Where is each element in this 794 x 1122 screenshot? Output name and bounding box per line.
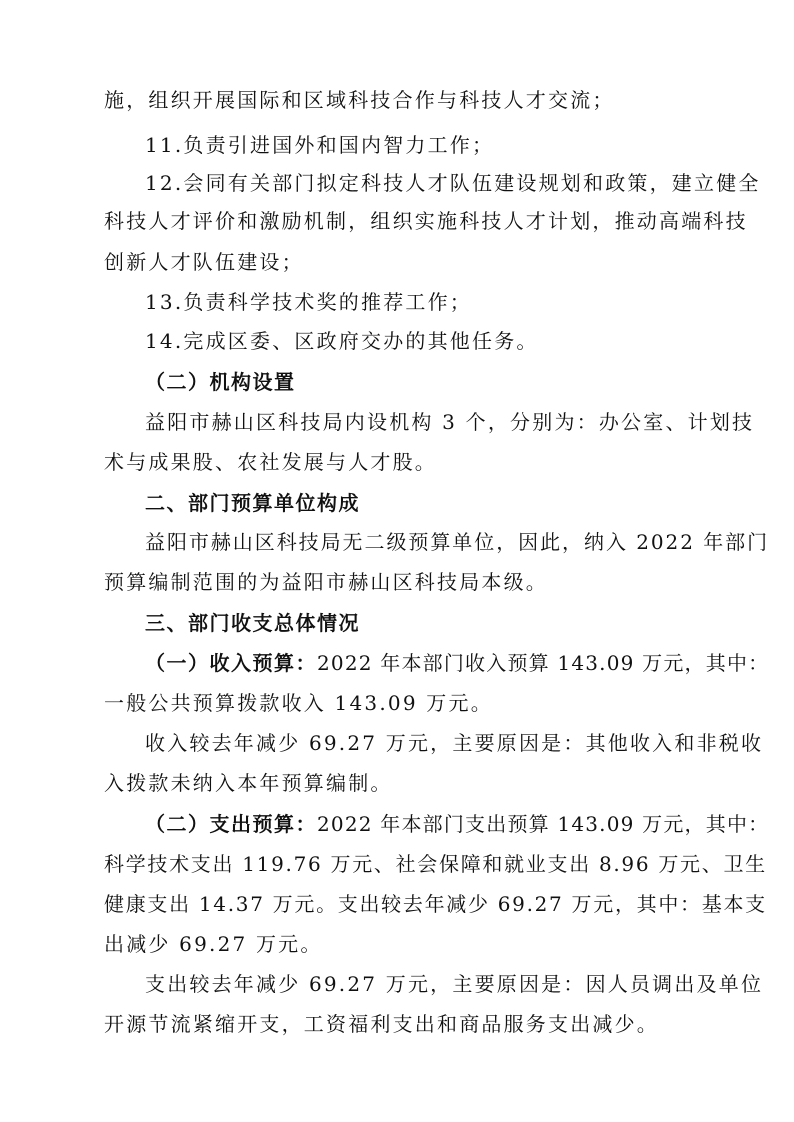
- section-heading-budget-units: 二、部门预算单位构成: [145, 491, 360, 515]
- paragraph-line: 预算编制范围的为益阳市赫山区科技局本级。: [104, 570, 548, 594]
- list-item-11: 11.负责引进国外和国内智力工作；: [145, 133, 495, 157]
- paragraph-line: 科学技术支出 119.76 万元、社会保障和就业支出 8.96 万元、卫生: [104, 852, 767, 876]
- paragraph-line-expenditure: [145, 810, 769, 838]
- paragraph-line: 益阳市赫山区科技局无二级预算单位，因此，纳入 2022 年部门: [145, 530, 770, 554]
- income-budget-text: 2022 年本部门收入预算 143.09 万元，其中：: [317, 651, 770, 675]
- expenditure-budget-text: 2022 年本部门支出预算 143.09 万元，其中：: [317, 812, 770, 836]
- paragraph-line: 施，组织开展国际和区域科技合作与科技人才交流；: [104, 88, 615, 112]
- paragraph-line: 健康支出 14.37 万元。支出较去年减少 69.27 万元，其中：基本支: [104, 892, 767, 916]
- paragraph-line: 科技人才评价和激励机制，组织实施科技人才计划，推动高端科技: [104, 209, 748, 233]
- paragraph-line: 创新人才队伍建设；: [104, 250, 304, 274]
- list-item-13: 13.负责科学技术奖的推荐工作；: [145, 290, 473, 314]
- section-heading-overall: 三、部门收支总体情况: [145, 611, 360, 635]
- expenditure-budget-label: （二）支出预算：: [145, 812, 317, 836]
- paragraph-line: 术与成果股、农社发展与人才股。: [104, 450, 437, 474]
- paragraph-line: 入拨款未纳入本年预算编制。: [104, 771, 393, 795]
- paragraph-line: 收入较去年减少 69.27 万元，主要原因是：其他收入和非税收: [145, 731, 764, 755]
- paragraph-line: 支出较去年减少 69.27 万元，主要原因是：因人员调出及单位: [145, 972, 764, 996]
- list-item-14: 14.完成区委、区政府交办的其他任务。: [145, 329, 539, 353]
- paragraph-line: 一般公共预算拨款收入 143.09 万元。: [104, 691, 493, 715]
- paragraph-line: 出减少 69.27 万元。: [104, 932, 323, 956]
- paragraph-line: 开源节流紧缩开支，工资福利支出和商品服务支出减少。: [104, 1012, 659, 1036]
- section-heading-org-structure: （二）机构设置: [145, 370, 296, 394]
- income-budget-label: （一）收入预算：: [145, 651, 317, 675]
- paragraph-line: 益阳市赫山区科技局内设机构 3 个，分别为：办公室、计划技: [145, 410, 755, 434]
- paragraph-line-income: [145, 649, 769, 677]
- list-item-12: 12.会同有关部门拟定科技人才队伍建设规划和政策，建立健全: [145, 171, 761, 195]
